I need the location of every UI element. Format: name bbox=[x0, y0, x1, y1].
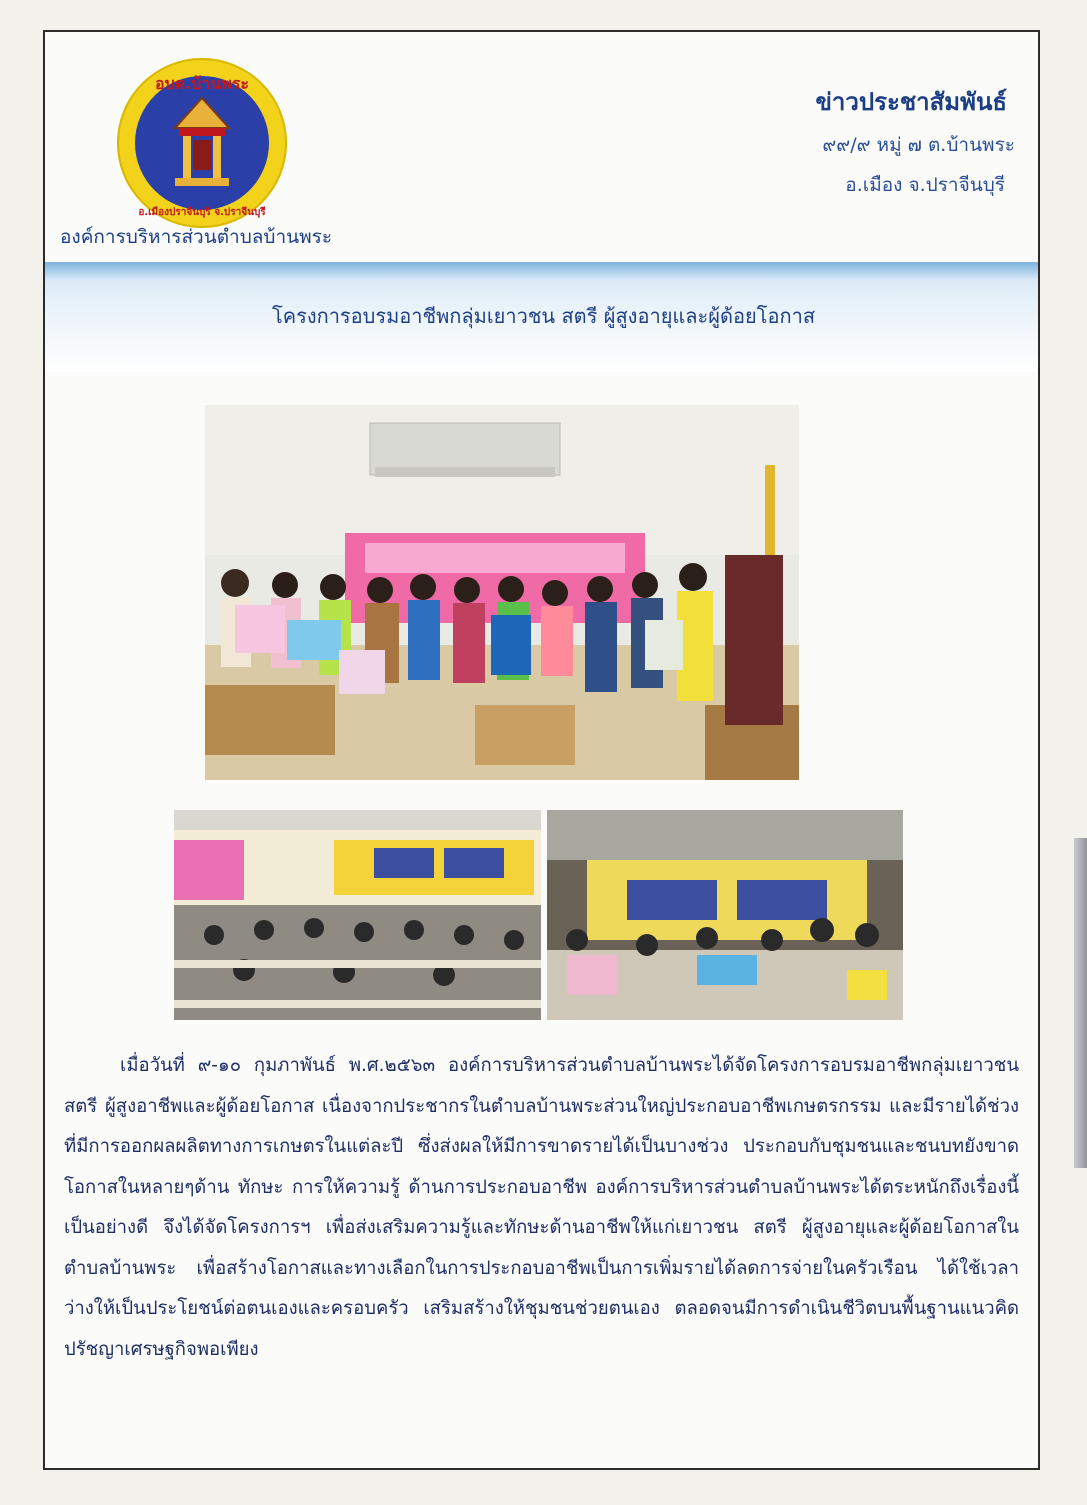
address-line-2: อ.เมือง จ.ปราจีนบุรี bbox=[845, 174, 1005, 196]
org-name: องค์การบริหารส่วนตำบลบ้านพระ bbox=[60, 226, 333, 248]
article-paragraph: เมื่อวันที่ ๙-๑๐ กุมภาพันธ์ พ.ศ.๒๕๖๓ องค์การบริหารส่วนตำบลบ้านพระได้จัดโครงการอบรมอาชีพกลุ่มเยาวชน สตรี ผู้สูงอาชีพและผู้ด้อยโอกาส เนื่องจากประชากรในตำบลบ้านพระส่วนใหญ่ประกอบอาชีพเกษตรกรรม และมีรายได้ช่วงที่มีการออกผลผลิตทางการเกษตรในแต่ละปี ซึ่งส่งผลให้มีการขาดรายได้เป็นบางช่วง ประกอบกับชุมชนและชนบทยังขาดโอกาสในหลายๆด้าน ทักษะ การให้ความรู้ ด้านการประกอบอาชีพ องค์การบริหารส่วนตำบลบ้านพระได้ตระหนักถึงเรื่องนี้เป็นอย่างดี จึงได้จัดโครงการฯ เพื่อส่งเสริมความรู้และทักษะด้านอาชีพให้แก่เยาวชน สตรี ผู้สูงอายุและผู้ด้อยโอกาสในตำบลบ้านพระ เพื่อสร้างโอกาสและทางเลือกในการประกอบอาชีพเป็นการเพิ่มรายได้ลดการจ่ายในครัวเรือน ได้ใช้เวลาว่างให้เป็นประโยชน์ต่อตนเองและครอบครัว เสริมสร้างให้ชุมชนช่วยตนเอง ตลอดจนมีการดำเนินชีวิตบนพื้นฐานแนวคิดปรัชญาเศรษฐกิจพอเพียง bbox=[64, 1055, 1019, 1360]
logo-text-top: อบต.บ้านพระ bbox=[154, 74, 250, 93]
header-band-shade bbox=[45, 262, 1038, 280]
workshop-photo bbox=[547, 810, 903, 1020]
article-body bbox=[64, 1046, 1019, 1370]
logo-text-bottom: อ.เมืองปราจีนบุรี จ.ปราจีนบุรี bbox=[138, 207, 266, 218]
press-release-title: ข่าวประชาสัมพันธ์ bbox=[815, 88, 1007, 116]
address-line-1: ๙๙/๙ หมู่ ๗ ต.บ้านพระ bbox=[822, 134, 1015, 156]
scan-edge bbox=[1074, 838, 1087, 1168]
classroom-photo bbox=[174, 810, 541, 1020]
org-logo bbox=[117, 58, 287, 228]
project-title: โครงการอบรมอาชีพกลุ่มเยาวชน สตรี ผู้สูงอายุและผู้ด้อยโอกาส bbox=[271, 304, 816, 328]
group-photo bbox=[205, 405, 799, 780]
